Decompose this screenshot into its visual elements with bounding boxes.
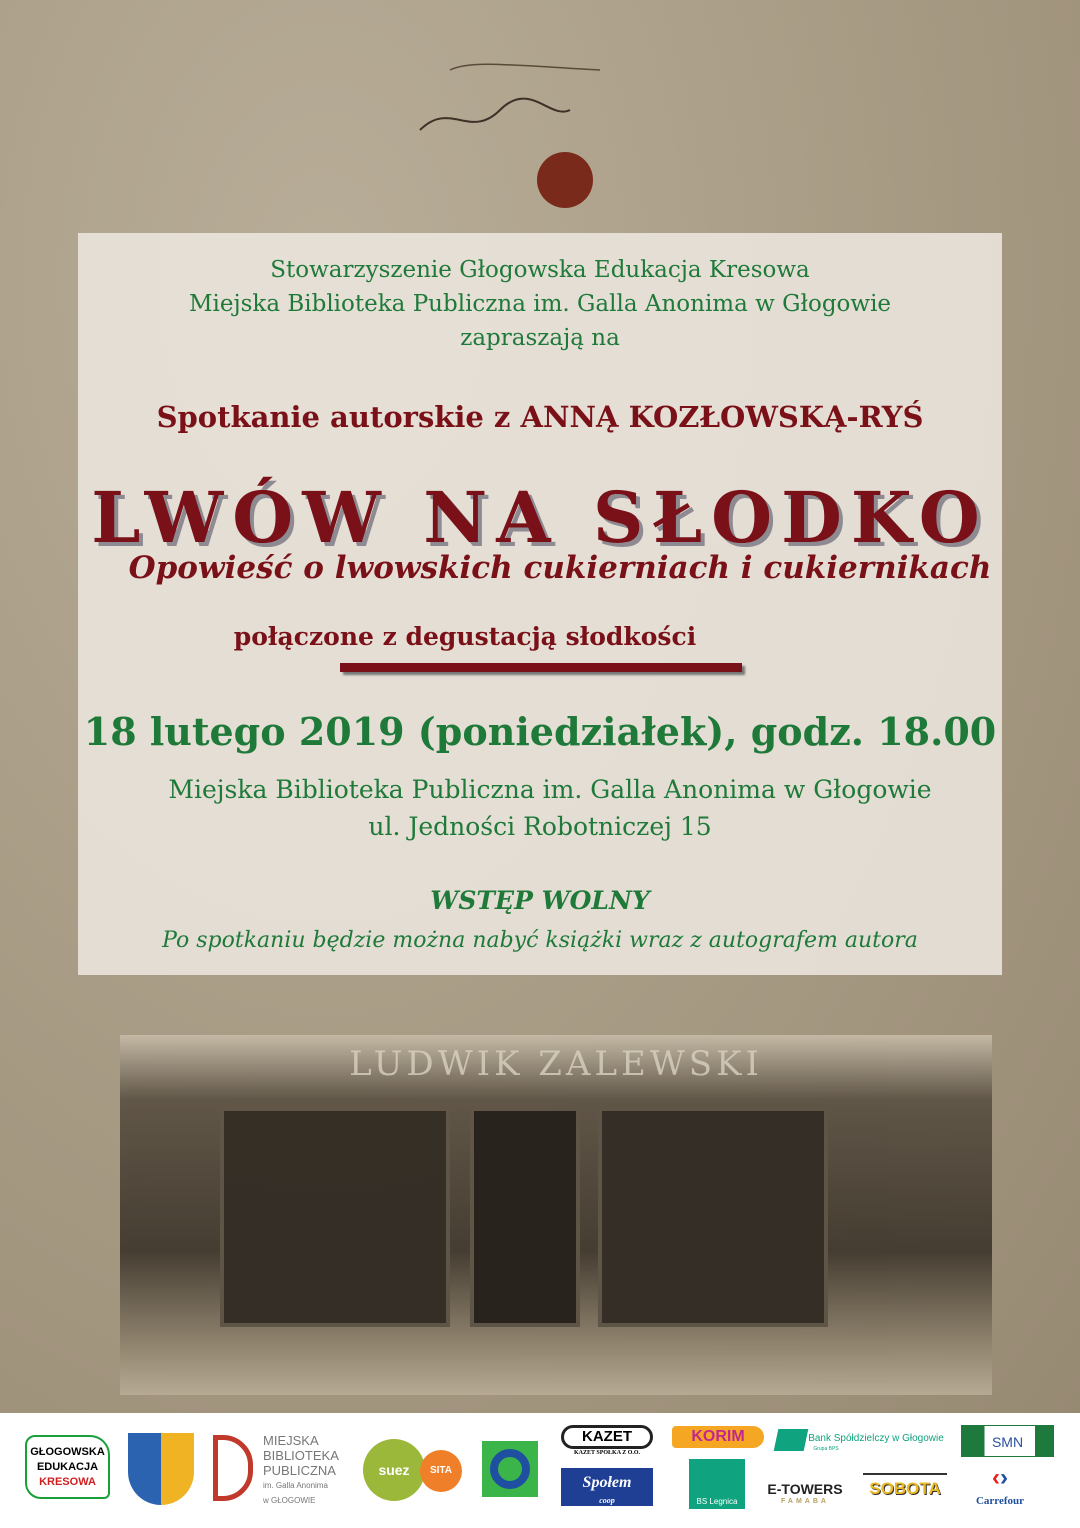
logo-sobota: SOBOTA — [863, 1473, 947, 1501]
logo-text: Społem — [582, 1474, 632, 1491]
logo-sita: SITA — [420, 1450, 462, 1492]
shop-sign: LUDWIK ZALEWSKI — [349, 1044, 763, 1084]
sponsor-logos — [0, 1413, 1080, 1528]
logo-suez: suez — [363, 1439, 425, 1501]
logo-spolem — [561, 1468, 653, 1506]
logo-bank-sub: Grupa BPS — [813, 1446, 839, 1452]
logo-text: EDUKACJA — [36, 1461, 99, 1473]
logo-smn: SMN — [961, 1425, 1054, 1457]
logo-etowers: E-TOWERS — [767, 1481, 843, 1497]
organizer-1: Stowarzyszenie Głogowska Edukacja Kresowa — [270, 257, 810, 283]
logo-text: BIBLIOTEKA — [263, 1448, 339, 1463]
logo-gek — [25, 1435, 110, 1499]
glogow-coat-of-arms — [128, 1433, 194, 1505]
meeting-text: Spotkanie autorskie z ANNĄ KOZŁOWSKĄ-RYŚ — [156, 400, 924, 434]
invite-text: zapraszają na — [460, 325, 620, 351]
logo-text: coop — [599, 1496, 615, 1505]
bank-logo-mark — [774, 1429, 809, 1451]
mbp-logo-mark — [213, 1435, 253, 1501]
shop-window — [220, 1107, 450, 1327]
logo-kazet: KAZET — [561, 1425, 653, 1449]
address: ul. Jedności Robotniczej 15 — [368, 812, 712, 841]
shop-door — [470, 1107, 580, 1327]
logo-korim: KORIM — [672, 1426, 764, 1448]
logo-bank: Bank Spółdzielczy w Głogowie — [808, 1433, 944, 1444]
logo-text: MIEJSKA — [263, 1433, 319, 1448]
logo-text: im. Galla Anonima — [263, 1481, 328, 1490]
carrefour-icon: ‹› — [992, 1465, 1008, 1491]
organizer-2: Miejska Biblioteka Publiczna im. Galla Anonima w Głogowie — [188, 291, 892, 317]
logo-text: w GŁOGOWIE — [263, 1496, 316, 1505]
event-info-panel — [78, 233, 1002, 975]
event-subtitle: Opowieść o lwowskich cukierniach i cukiernikach — [128, 550, 992, 586]
logo-etowers-sub: FAMABA — [781, 1498, 829, 1505]
historic-shop-photo — [120, 1035, 992, 1395]
logo-text: PUBLICZNA — [263, 1463, 336, 1478]
free-entry: WSTĘP WOLNY — [430, 886, 650, 915]
signature-seal-image — [410, 40, 610, 210]
g-mark-icon — [490, 1449, 530, 1489]
divider-bar — [340, 663, 742, 672]
logo-mbp — [263, 1433, 353, 1508]
event-date: 18 lutego 2019 (poniedziałek), godz. 18.00 — [83, 709, 997, 754]
logo-kazet-sub: KAZET SPÓŁKA Z O.O. — [573, 1450, 641, 1456]
venue: Miejska Biblioteka Publiczna im. Galla Anonima w Głogowie — [168, 775, 932, 804]
logo-g — [482, 1441, 538, 1497]
tasting-text: połączone z degustacją słodkości — [233, 622, 697, 651]
autograph-note: Po spotkaniu będzie można nabyć książki wraz z autografem autora — [162, 928, 918, 953]
shop-window — [598, 1107, 828, 1327]
event-title: LWÓW NA SŁODKO — [91, 476, 989, 559]
logo-text: GŁOGOWSKA — [30, 1446, 105, 1458]
logo-text: KRESOWA — [39, 1476, 96, 1488]
logo-carrefour: Carrefour — [975, 1495, 1025, 1507]
logo-bs-legnica: BS Legnica — [689, 1459, 745, 1509]
